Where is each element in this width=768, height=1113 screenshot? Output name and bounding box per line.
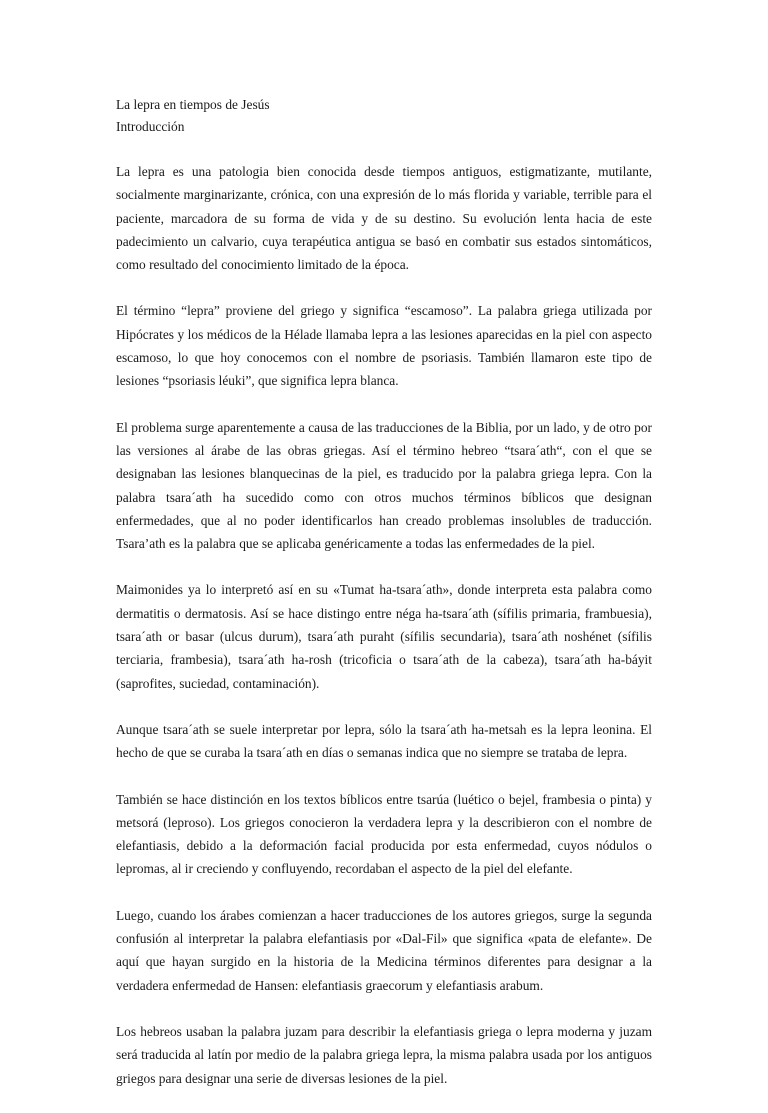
paragraph-2: El término “lepra” proviene del griego y significa “escamoso”. La palabra griega utilizada por Hipócrates y los médicos de la Hélade llamaba lepra a las lesiones aparecidas en la piel con aspecto escamoso, lo que hoy conocemos con el nombre de psoriasis. También llamaron este tipo de lesiones “psoriasis léuki”, que significa lepra blanca. <box>116 303 652 389</box>
paragraph-4: Maimonides ya lo interpretó así en su «Tumat ha-tsara´ath», donde interpreta esta palabra como dermatitis o dermatosis. Así se hace distingo entre néga ha-tsara´ath (sífilis primaria, frambuesia), tsara´ath or basar (ulcus durum), tsara´ath puraht (sífilis secundaria), tsara´ath noshénet (sífilis terciaria, frambesia), tsara´ath ha-rosh (tricoficia o tsara´ath de la cabeza), tsara´ath ha-báyit (saprofites, suciedad, contaminación). <box>116 582 652 691</box>
heading-block <box>116 94 652 138</box>
document-title: La lepra en tiempos de Jesús <box>116 97 270 112</box>
paragraph-6: También se hace distinción en los textos bíblicos entre tsarúa (luético o bejel, frambesia o pinta) y metsorá (leproso). Los griegos conocieron la verdadera lepra y la describieron con el nombre de elefantiasis, debido a la deformación facial producida por esta enfermedad, cuyos nódulos o lepromas, al ir creciendo y confluyendo, recordaban el aspecto de la piel del elefante. <box>116 791 652 877</box>
paragraph-7: Luego, cuando los árabes comienzan a hacer traducciones de los autores griegos, surge la segunda confusión al interpretar la palabra elefantiasis por «Dal-Fil» que significa «pata de elefante». De aquí que hayan surgido en la historia de la Medicina términos diferentes para designar a la verdadera enfermedad de Hansen: elefantiasis graecorum y elefantiasis arabum. <box>116 907 652 993</box>
paragraph-1: La lepra es una patologia bien conocida desde tiempos antiguos, estigmatizante, mutilante, socialmente marginarizante, crónica, con una expresión de lo más florida y variable, terrible para el paciente, marcadora de su forma de vida y de su destino. Su evolución lenta hacia de este padecimiento un calvario, cuya terapéutica antigua se basó en combatir sus estados sintomáticos, como resultado del conocimiento limitado de la época. <box>116 164 652 273</box>
paragraph-3: El problema surge aparentemente a causa de las traducciones de la Biblia, por un lado, y de otro por las versiones al árabe de las obras griegas. Así el término hebreo “tsara´ath“, con el que se designaban las lesiones blanquecinas de la piel, es traducido por la palabra griega lepra. Con la palabra tsara´ath ha sucedido como con otros muchos términos bíblicos que designan enfermedades, que al no poder identificarlos han creado problemas insolubles de traducción. Tsara’ath es la palabra que se aplicaba genéricamente a todas las enfermedades de la piel. <box>116 419 652 552</box>
document-page <box>116 94 652 1113</box>
document-subtitle: Introducción <box>116 119 185 134</box>
paragraph-5: Aunque tsara´ath se suele interpretar por lepra, sólo la tsara´ath ha-metsah es la lepra leonina. El hecho de que se curaba la tsara´ath en días o semanas indica que no siempre se trataba de lepra. <box>116 721 652 761</box>
paragraph-8: Los hebreos usaban la palabra juzam para describir la elefantiasis griega o lepra moderna y juzam será traducida al latín por medio de la palabra griega lepra, la misma palabra usada por los antiguos griegos para designar una serie de diversas lesiones de la piel. <box>116 1023 652 1086</box>
